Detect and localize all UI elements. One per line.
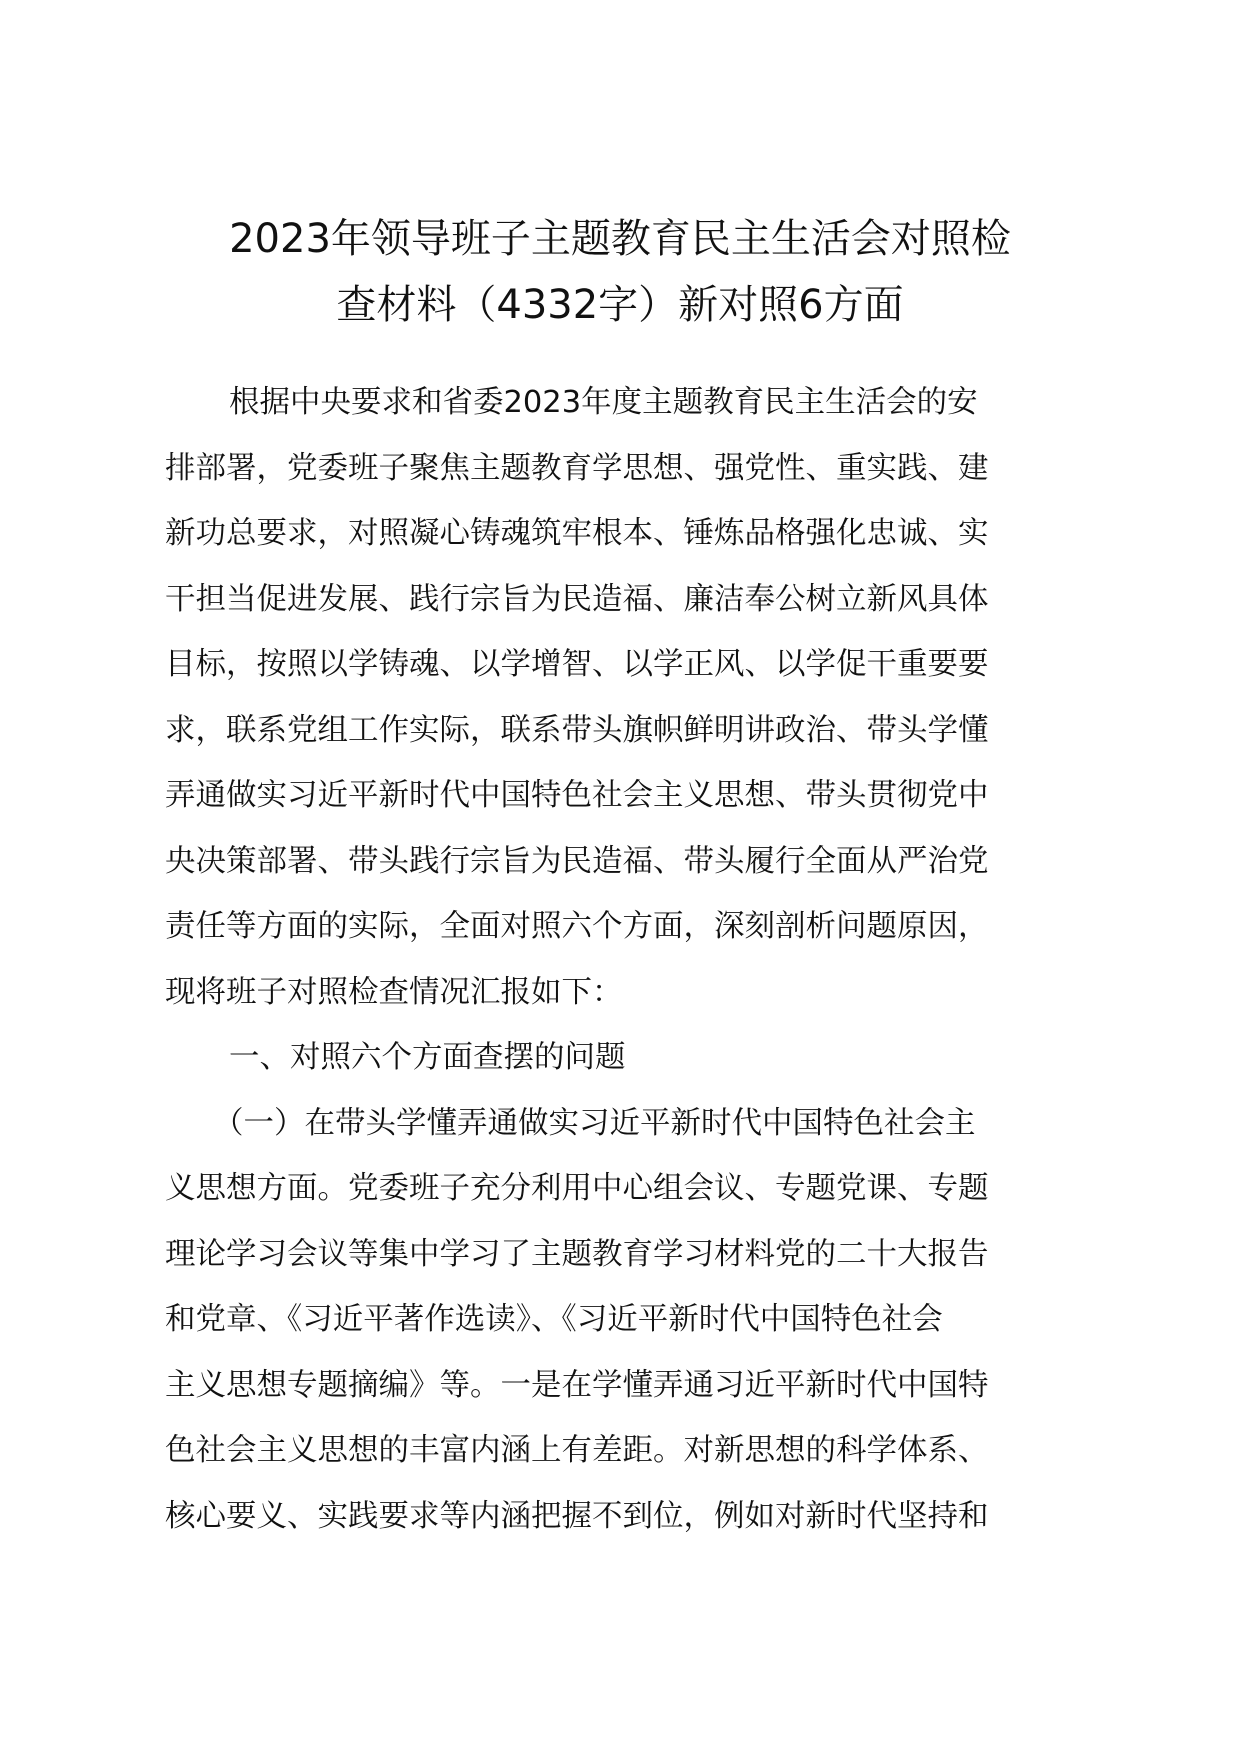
- text-line: 央决策部署、带头践行宗旨为民造福、带头履行全面从严治党: [165, 843, 989, 879]
- text-line: 核心要义、实践要求等内涵把握不到位，例如对新时代坚持和: [165, 1498, 989, 1534]
- text-line: 弄通做实习近平新时代中国特色社会主义思想、带头贯彻党中: [165, 778, 989, 813]
- paragraph-section-1-1: [165, 1091, 1085, 1550]
- text-line: 义思想方面。党委班子充分利用中心组会议、专题党课、专题: [165, 1171, 989, 1206]
- text-line: 排部署，党委班子聚焦主题教育学思想、强党性、重实践、建: [165, 450, 989, 486]
- text-line: 求，联系党组工作实际，联系带头旗帜鲜明讲政治、带头学懂: [165, 712, 989, 748]
- text-line: 理论学习会议等集中学习了主题教育学习材料党的二十大报告: [165, 1236, 989, 1272]
- text-line: （一）在带头学懂弄通做实习近平新时代中国特色社会主: [213, 1105, 976, 1141]
- text-line: 主义思想专题摘编》等。一是在学懂弄通习近平新时代中国特: [165, 1367, 989, 1403]
- text-line: 色社会主义思想的丰富内涵上有差距。对新思想的科学体系、: [165, 1433, 989, 1468]
- document-body: [165, 370, 1085, 1549]
- heading-line: 一、对照六个方面查摆的问题: [229, 1040, 626, 1075]
- section-heading-1: [165, 1025, 1085, 1091]
- text-line: 责任等方面的实际，全面对照六个方面，深刻剖析问题原因，: [165, 909, 989, 944]
- text-line: 现将班子对照检查情况汇报如下：: [165, 974, 623, 1010]
- text-line: 根据中央要求和省委2023年度主题教育民主生活会的安: [229, 385, 978, 420]
- text-line: 目标，按照以学铸魂、以学增智、以学正风、以学促干重要要: [165, 647, 989, 682]
- text-line: 干担当促进发展、践行宗旨为民造福、廉洁奉公树立新风具体: [165, 581, 989, 617]
- text-line: 新功总要求，对照凝心铸魂筑牢根本、锤炼品格强化忠诚、实: [165, 516, 989, 551]
- title-line-1: 2023年领导班子主题教育民主生活会对照检: [229, 216, 1011, 262]
- document-title: [160, 206, 1080, 338]
- title-line-2: 查材料（4332字）新对照6方面: [336, 282, 904, 328]
- paragraph-intro: [165, 370, 1085, 1025]
- text-line: 和党章、《习近平著作选读》、《习近平新时代中国特色社会: [165, 1302, 943, 1337]
